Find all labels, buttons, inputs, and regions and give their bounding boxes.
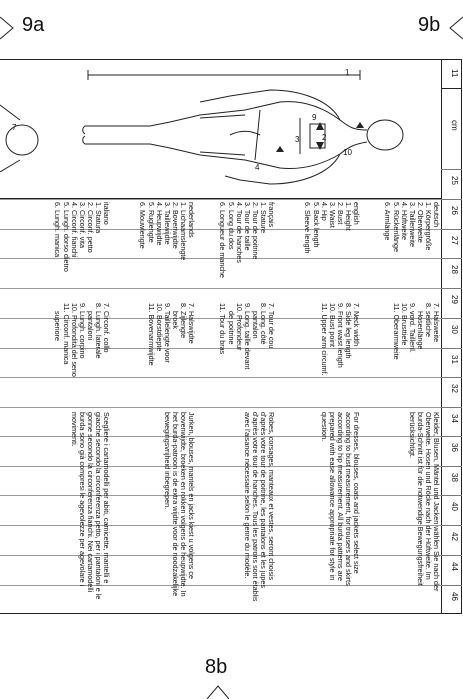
section-1-items-left <box>303 202 360 254</box>
table-grid-line <box>0 525 441 526</box>
ruler-number: 34 <box>450 414 459 423</box>
figure-label-2: 2 <box>322 133 327 142</box>
measurement-item: 2. Bust <box>335 202 345 225</box>
measurement-item: 8. Zijlengte <box>178 303 188 339</box>
measurement-item: 9. vord. Taillenl. <box>407 303 417 353</box>
ruler-number: 36 <box>450 443 459 452</box>
ruler-number: 40 <box>450 502 459 511</box>
measurement-item: 6. Mouwlengte <box>138 202 148 249</box>
figure-label-3: 3 <box>295 135 300 144</box>
measurement-item: 5. Back length <box>311 202 321 248</box>
measurement-item: pantalon <box>250 303 260 339</box>
measurement-item: 3. Tour de taille <box>242 202 252 251</box>
ruler-number: 31 <box>450 355 459 364</box>
bottom-triangle-outline <box>206 684 230 699</box>
measurement-item: 6. Longueur de manche <box>218 202 228 278</box>
measurement-item: 10. Borstdiepte <box>154 303 164 352</box>
measurement-item: superiore <box>53 303 63 341</box>
ruler-divider <box>441 585 462 586</box>
table-grid-line <box>0 436 441 437</box>
measurement-item: 5. Lungh. dorso dietro <box>61 202 71 272</box>
measurement-item: français <box>267 202 276 228</box>
section-0-items-right <box>391 303 440 360</box>
ruler-number: 46 <box>450 592 459 601</box>
ruler-divider <box>441 318 462 319</box>
ruler-number: 25 <box>450 176 459 185</box>
measurement-item: 3. Circonf. vita <box>77 202 87 248</box>
measurement-item: 8. Lungh. laterale <box>93 303 103 359</box>
ruler-strip <box>441 59 463 614</box>
measurement-item: 8. Long. côté <box>258 303 268 345</box>
measurement-item: 9. Taillelengte voor <box>162 303 172 363</box>
measurement-item: Hosenlänge <box>415 303 425 350</box>
measurement-item: 11. Circonf. manica <box>61 303 71 365</box>
measurement-item: 9. Long. taille devant <box>242 303 252 370</box>
measurement-item: 10. Bust point <box>327 303 337 347</box>
measurement-item: 11. Upper arm circumf. <box>319 303 329 376</box>
measurement-item: 7. Tour de cou <box>267 303 276 349</box>
section-4-items-right <box>53 303 110 377</box>
section-1-paragraph: For dresses, blouses, coats and jackets select size according to bust measurement, for trousers and skirts according to hip measurement. All burda patterns are prepared with ease allowance appropriate for style in question. <box>319 412 361 588</box>
measurement-item: 5. Ruglengte <box>146 202 156 243</box>
ruler-divider <box>441 466 462 467</box>
figure-label-10: 10 <box>343 148 352 157</box>
marker-top-right: 9b <box>418 14 441 36</box>
measurement-item: 8. Side leg length <box>343 303 353 359</box>
ruler-number: 30 <box>450 325 459 334</box>
measurement-item: 5. Long du dos <box>226 202 236 250</box>
table-grid-line <box>0 466 441 467</box>
measurement-item: 6. Lungh. manica <box>53 202 63 258</box>
ruler-strip-top-divider <box>441 88 462 89</box>
measurement-item: 6. Sleeve length <box>303 202 313 254</box>
top-right-triangle-outline <box>447 16 463 40</box>
figure-label-1: 1 <box>345 68 350 77</box>
measurement-item: 10. Profondità del seno <box>69 303 79 377</box>
measurement-item: 9. Front waist length <box>335 303 345 368</box>
measurement-item: 11. Tour du bras <box>218 303 228 355</box>
measurement-item: 4. Hüftweite <box>399 202 409 240</box>
measurement-item: 7. Neck width <box>352 303 361 347</box>
ruler-divider <box>441 169 462 170</box>
ruler-number: 29 <box>450 295 459 304</box>
ruler-divider <box>441 407 462 408</box>
measurement-item: 4. Tour de hanches <box>234 202 244 264</box>
figure-label-7: 7 <box>12 123 17 132</box>
ruler-divider <box>441 229 462 230</box>
measurement-item: 1. Height <box>343 202 353 231</box>
ruler-number: 44 <box>450 562 459 571</box>
marker-bottom: 8b <box>205 656 228 678</box>
section-3-items-right <box>146 303 195 366</box>
measurement-item: 10. Profondeur <box>234 303 244 351</box>
table-grid-line <box>0 407 441 408</box>
measurement-item: 7. Halsweite <box>432 303 441 343</box>
ruler-divider <box>441 525 462 526</box>
section-4-items-left <box>53 202 110 272</box>
measurement-item: 10. Brusttiefe <box>399 303 409 346</box>
table-grid-line <box>0 377 441 378</box>
section-3-paragraph: Jurken, blouses, mantels en jacks kiest u volgens ce bovenwijdte, broeken en rokken volgens de heupwijdte. In het burda-patroon is de extra wijdte voor de noodzakelijke bewegingsvrijheid inbegrepen. <box>162 412 196 599</box>
table-grid-line <box>0 585 441 586</box>
measurement-item: 7. Halswijdte <box>187 303 196 344</box>
measurement-item: 8. seitliche <box>423 303 433 337</box>
measurement-item: nederlands <box>187 202 196 238</box>
figure-label-9: 9 <box>312 113 317 122</box>
ruler-divider <box>441 288 462 289</box>
measurement-item: 5. Rückenlänge <box>391 202 401 252</box>
measurement-item: pantaloni <box>85 303 95 341</box>
ruler-number: 27 <box>450 236 459 245</box>
measurement-item: 4. Hip <box>319 202 329 221</box>
measurement-item: 11. Oberarmweite <box>391 303 401 360</box>
measurement-item: 3. Taillewijdte <box>162 202 172 245</box>
section-2-items-right <box>218 303 275 369</box>
marker-top-left: 9a <box>22 14 45 36</box>
measurement-item: 2. Circonf. petto <box>85 202 95 253</box>
measurement-item: broek <box>170 303 180 329</box>
top-left-triangle-outline <box>0 16 16 40</box>
measurement-item: 1. Lichaamslengte <box>178 202 188 261</box>
measurement-item: 2. Oberweite <box>415 202 425 243</box>
section-4-paragraph: Scegliere i cartamodelli per abiti, camicette, mantelli e giacche secondo la circonferenza petto, per i pantaloni e le gonne secondo la circonferenza fianchi. Nei cartamodelli burda sono già compresi le agevolezze per agevolare i movimenti. <box>69 412 111 602</box>
ruler-divider <box>441 495 462 496</box>
section-2-paragraph: Robes, corsages, manteaux et vestes, seront choisis d'après votre tour de poitrine, les pantalons et les jupes d'après votre tour de hanches. Tous les patrons sont établis avec l'aisance nécessaire selon le genre du modèle. <box>242 412 276 604</box>
figure-illustration <box>0 60 440 200</box>
ruler-number: 32 <box>450 384 459 393</box>
measurement-item: 1. Stature <box>258 202 268 234</box>
measurement-item: 4. Circonf. fianchi <box>69 202 79 258</box>
measurement-item: 7. Circonf. collo <box>102 303 111 353</box>
measurement-item: 3. Taillenweite <box>407 202 417 248</box>
section-1-items-right <box>320 303 360 376</box>
measurement-item: 3. Waist <box>327 202 337 228</box>
section-2-items-left <box>218 202 275 278</box>
section-3-items-left <box>138 202 195 260</box>
ruler-number: 28 <box>450 265 459 274</box>
ruler-divider <box>441 555 462 556</box>
table-grid-line <box>0 555 441 556</box>
ruler-number: 38 <box>450 473 459 482</box>
measurement-item: 1. Körpergröße <box>423 202 433 251</box>
measurement-item: 1. Statura <box>93 202 103 234</box>
measurement-item: 11. Bovenarmwijdte <box>146 303 156 366</box>
ruler-divider <box>441 436 462 437</box>
section-0-items-left <box>383 202 440 252</box>
table-grid-line <box>0 288 441 289</box>
ruler-number: 42 <box>450 532 459 541</box>
measurement-item: deutsch <box>432 202 441 228</box>
ruler-number: 26 <box>450 206 459 215</box>
figure-label-4: 4 <box>255 163 260 172</box>
measurement-item: italiano <box>102 202 111 225</box>
ruler-divider <box>441 199 462 200</box>
measurement-item: 2. Tour de poitrine <box>250 202 260 260</box>
measurement-item: 6. Armlänge <box>383 202 393 241</box>
measurement-item: de poitrine <box>226 303 236 345</box>
ruler-unit: cm <box>450 120 459 131</box>
ruler-divider <box>441 258 462 259</box>
measurement-item: 9. Lungh. corpino <box>77 303 87 359</box>
measurement-item: english <box>352 202 361 225</box>
measurement-item: 2. Bovenwijdte <box>170 202 180 249</box>
ruler-number: 11 <box>450 69 459 78</box>
ruler-divider <box>441 348 462 349</box>
measurement-item: 4. Heupwijdte <box>154 202 164 246</box>
section-0-paragraph: Kleider, Blusen, Mäntel und Jacken wählen Sie nach der Oberweite. Hosen und Röcke nach der Hüftweite. Im burda-Schnitt ist für die notwendige Bewegungsfreiheit berücksichtigt. <box>407 412 441 594</box>
ruler-divider <box>441 377 462 378</box>
table-grid-line <box>0 495 441 496</box>
